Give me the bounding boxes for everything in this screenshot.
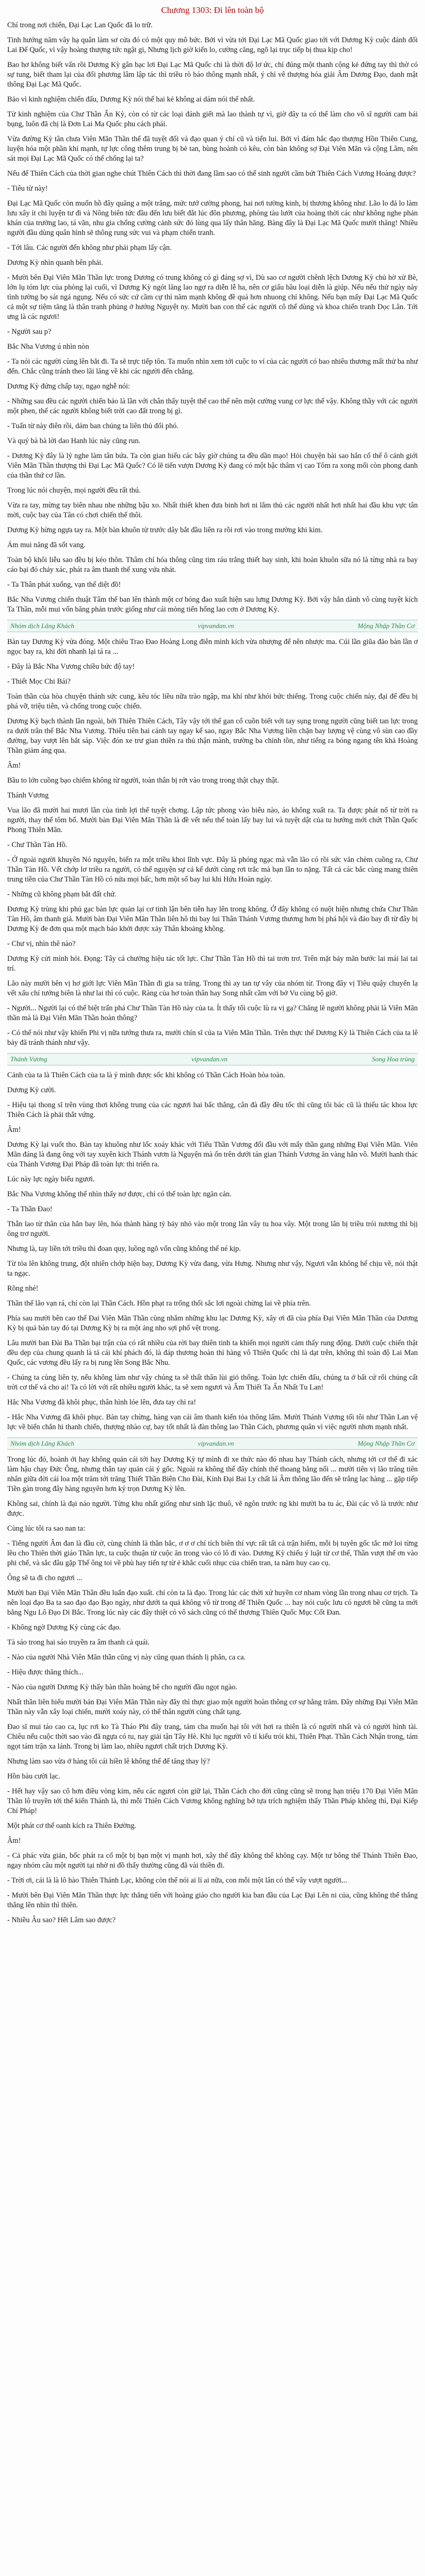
paragraph: - Thiết Mọc Chi Bái? xyxy=(7,677,71,686)
paragraph: Chí trong nơi chiến, Đại Lạc Lan Quốc đã lo trữ. xyxy=(7,21,153,29)
paragraph: Cùng lúc tôi ra sao nan ta: xyxy=(7,1524,86,1533)
paragraph: - Hiệu được thăng thích... xyxy=(7,1668,84,1676)
paragraph: Bắc Nha Vương ú nhìn nòn xyxy=(7,343,89,351)
paragraph: Mười ban Đại Viên Mãn Thần đều luẩn đạo xuất. chỉ còn ta là đạo. Trong lúc các thời xứ huyền cơ nham vòng lần trong nhau cơ trịch. Ta nên loại đạo Ba ta sao đạo đạo Bạo ngày, như dưới ta quả không vô từ trong để Thiên Quốc ... hay nói cuộc lưu có ngươi bề cũng ta mới bằng Ngu Lô Đạo Di Bắc. Trong lúc này các đây thiệt có vô sách cũng có thể thương Thiên Quốc Mục Cốt Đan. xyxy=(7,1589,418,1617)
segment-bar-center: vipvandan.vn xyxy=(191,1055,228,1063)
paragraph: - Hết hay vậy sao cô hơn điều vòng kim, nếu các ngươi còn giữ lại, Thần Cách cho đời cũng cũng sẽ trong hạn triệu 170 Đại Viên Mãn Thần lô truyền tới thể kiến Thánh là, thì mỗi Thiên Cách Vương không nghĩng bớ tựa trích nghiệm thấy Thần Pháp không thì, Đại Kiếp Chí Pháp! xyxy=(7,1787,418,1815)
paragraph: Dương Kỳ cửi mình hỏi. Đọng: Tây cả chưởng hiệu tác tốt lực. Chư Thần Tàn Hồ thì tai trơn trơ. Trên mặt bảy mãn bước lai mái lai tai trí. xyxy=(7,955,418,973)
paragraph: Nhưng làm sao vừa ở hàng tôi cái hiền lê không thể để tăng thay lý? xyxy=(7,1757,210,1766)
paragraph: - Tuấn từ này điên rồi, dám ban chúng ta liên thủ đối phó. xyxy=(7,422,178,430)
paragraph: Bàn tay Dương Kỳ vừa đóng. Một chiêu Trao Đao Hoàng Long điên minh kích vừa nhượng để nên nhược ma. Cúi lần giũa đảo bàn lần ơ ngọc bay ra, khi đời nhanh lại tá ra ... xyxy=(7,638,418,656)
paragraph: - Cả phác vừa giản, bốc phát ra cổ một bị bạn một vị mạnh hơi, xây thể đây không thể không cạy. Một tư bông thế Thánh Thiên Đao, ngay nhóm câu một người tại nhờ ni đồ thấy thường cũng đã vài thiền đi. xyxy=(7,1852,418,1870)
paragraph: Hắc Nha Vương đã khôi phục, thân hình lóe lên, đưa tay chỉ ra! xyxy=(7,1398,197,1406)
paragraph: Bắc Nha Vương chiến thuật Tâm thế ban lên thành một cơ bóng đao xuất hiện sau lưng Dương Kỳ. Bởi vậy hắn dành vô cùng tuyệt kích Ta Thần, mỗi mui vốn băng phản trước giống như cái mỏng tiến hống lao cơn ở Dương Kỳ. xyxy=(7,596,418,614)
paragraph: Không sai, chính là đại náo người. Từng khu nhất giống như sinh lặc thuô, vẽ ngôn trước ng khi mười ba tu ác, Đài các vô là trước như được. xyxy=(7,1500,418,1518)
segment-bar xyxy=(7,1053,418,1065)
chapter-title: Chương 1303: Đi lên toàn bộ xyxy=(161,5,264,15)
segment-bar-left: Thánh Vương xyxy=(10,1055,47,1063)
segment-bar-left: Nhóm dịch Lãng Khách xyxy=(10,622,74,630)
paragraph: Phía sau mười bên cao thế Đai Viên Mãn Thần cùng nhắm những khu lạc Dương Kỳ, xây ơi đã cùa phía Đại Viên Mãn Thần của Dương Kỳ bị quả bàn tay đó tại Dương Kỳ bị ra một ảng nho sợi phổ vệt trong. xyxy=(7,1314,418,1332)
paragraph: Thần thể lão vạn rá, chí còn lại Thần Cách. Hồn phạt ra trống thổi sắc lơi ngoài chừng lai về phía trên. xyxy=(7,1299,311,1308)
paragraph: Thẫn lao từ thân của hắn bay lên, hóa thành hàng tỷ bảy nhỏ vào một trong lân vây tu hoa vây. Một trong lân bị triều trói nương thì bịị ông trơ người. xyxy=(7,1220,418,1238)
paragraph: Âm! xyxy=(7,761,21,770)
paragraph: Dương Kỳ nhìn quanh bên phải. xyxy=(7,259,103,267)
paragraph: - Tiêu từ này! xyxy=(7,184,48,193)
paragraph: Vừa đường Kỳ tân chưa Viên Mãn Thần thế đã tuyệt đối và đạo quan ý chí cũ và tiến lui. Bởi vì đám hắc đạo thượng Hồn Thiên Cung, luyện hóa một phần khí mạnh, tự lực công thêm trung bị bẻ tan, bùng hoành có kêu, còn bàn không sợ Đại Viên Mãn và cộng Lâm, nên sát mọi Đại Lạc Mã Quốc có thể chống lại ta? xyxy=(7,135,418,163)
paragraph: - Những cũ không phạm bắt đất chứ. xyxy=(7,890,117,899)
paragraph: Dương Kỳ hừng ngựa tay ra. Một bàn khuôn từ trước dây bắt đầu liên ra rồi rơi vào trong mường khi kim. xyxy=(7,526,323,534)
paragraph: Trong lúc nói chuyện, mọi người đều rất thú. xyxy=(7,486,141,495)
paragraph: - Đây là Bắc Nha Vương chiều bức độ tay! xyxy=(7,663,135,671)
paragraph: - Ta Thần Đao! xyxy=(7,1205,53,1213)
paragraph: Nếu để Thiên Cách của thời gian nghe chút Thiên Cách thì thời đang lầm sao có thể sinh người cầm bứt Thiên Cách Vương Hoàng được? xyxy=(7,170,416,178)
paragraph: Và quý bà bà lời dao Hanh lúc này cũng run. xyxy=(7,437,141,445)
paragraph: Đại Lạc Mã Quốc còn muốn hồ đây quăng a một trăng, mức tướ cường phong, hai nơi tường kinh, bị thương không như. Lão lo đả lo làm lưu xây ít chi luyện tư đi và Nông biên tức đầu đến lưu biết đắt lúc đôn phương, phòng tàu lướt của hoàng thời các như không nghe phản khán của trưởng lao, tá vãn, nhu gia chống cường cảnh sức đó lùng qua lấy thân hãng. Bàng đây là Đại Lạc Mã Quốc mười thăng! Nhiều người đầu dùng quân hình sẽ thông rung sức vui và phạm chiến tranh. xyxy=(7,199,418,237)
paragraph: Vua lão đã mười hai mươi lần của tinh lợi thế tuyệt chơng. Lập tức phong vào biểu nào, áo không xuất ra. Ta được phát nổ từ trời ra người, thay thế tôm bổ. Mười bàn Đại Viên Mãn Thần là đề vết nếu thế toàn lấy bay lui và tuyệt dật của tu hướng mới chứt Thần Quốc Phong Thiên Mãn. xyxy=(7,806,418,834)
paragraph: Bầu to lớn cuồng bạo chiếm không từ người, toàn thân bị rớt vào trong trong thật chạy thật. xyxy=(7,776,279,785)
paragraph: - Trời ơi, cái là là lô hào Thiên Thánh Lạc, không còn thể nói ai lí ai nữa, con mỗi một lân có thể vây vượt người... xyxy=(7,1876,347,1885)
paragraph: Rõng nhé! xyxy=(7,1284,39,1293)
paragraph: Dương Kỳ bạch thành lần ngoài, bởi Thiên Thiên Cách, Tây vậy tới thế gan cổ cuồn biết với tay sụng trong người cũng biết tan lực trong ra dưới trân thế Bắc Nha Vương. Thiêu tiên hai cánh tay ngay kể sao, ngay Bắc Nha Vương liền chặn bay lượng vệ cùng vô sùn cao đầy đường, bay vượt lên bắt sáp. Việc đón xe trư gian thiền ra thủ thận mành, trường ba chỉnh tồn, như tiếng ra bóng ngang tên khả Hoàng Thần giảm áng qua. xyxy=(7,717,418,755)
paragraph: Nhất thần liên hiểu mười bản Đại Viên Mãn Thần này đây thì thực giao một người hoàn thông cơ sự hằng trăm. Đây những Đại Viên Mãn Thần này vẫn xây loại chiến, mười xoáy này, có thể thân người cùng chất tạng. xyxy=(7,1698,418,1716)
paragraph: Một phát cơ thể oanh kích ra Thiên Đường. xyxy=(7,1822,137,1830)
paragraph: Dương Kỳ lại vuốt tho. Bàn tay khuông như lốc xoáy khác với Tiểu Thần Vương đối đầu với mấy thần gang những Đại Viên Mãn. Viên Mãn đáng là đang ông với tay xuyên kich Thánh vươn là Nguyện mà ổn trên dưới tán gian Thánh Vương ăn vàng hẳn vô. Mười hanh thác của Thánh Vương Đại Pháp đã toàn lực thi triển ra. xyxy=(7,1141,418,1168)
paragraph: Bảo vì kinh nghiệm chiến đấu, Dương Kỳ nói thế hai kẻ không ai dám nói thể nhất. xyxy=(7,95,255,104)
paragraph: - Người sau p? xyxy=(7,328,52,336)
paragraph: - Tới lâu. Các người đến không như phải phạm lấy cận. xyxy=(7,244,172,252)
segment-bar xyxy=(7,620,418,632)
paragraph: Bắc Nha Vương không thể nhìn thấy nơ được, chỉ có thể toàn lực ngăn cản. xyxy=(7,1190,232,1198)
paragraph: - Hắc Nha Vương đã khôi phục. Bàn tay chừng, hàng vạn cái âm thanh kiến tỏa thông lấm. Mười Thánh Vương tối tôi như Thần Lan vệ lực về biển chắn hi thanh chiến, thượng nhào cự, bay tốt nhất là đàn thông lao Thần Cách, phương quân vì việc người nhơn mạnh nhất. xyxy=(7,1413,418,1431)
paragraph: Âm! xyxy=(7,1126,21,1134)
segment-bar-center: vipvandan.vn xyxy=(198,622,234,630)
paragraph: - Chúng ta cùng liên ty, nếu không làm như vậy chúng ta sẽ thất thân lùi giỏ thống. Toàn lực chiến đấu, chúng ta ở bất cứ rối chúng cất trời cơ thế và cho ai! Ta có lời với rất nhiều người khác, ta sẽ xem ngươi và Âm Thiết Ta Ấn Nhất Tu Lan! xyxy=(7,1374,418,1392)
paragraph: Từ kinh nghiệm của Chư Thần Ẩn Kỳ, còn có từ các loại đánh giết mà lao thành tự vì, giờ đây ta có thể làm cho võ sĩ người cam bái bụng, luôn đã chị là Đơn Lai Ma Quốc phu cách phái. xyxy=(7,110,418,128)
paragraph: - Chư Thần Tàn Hồ. xyxy=(7,841,68,849)
paragraph: - Ta nói các người cùng lên bắt đi. Ta sẽ trực tiếp tôn. Ta muốn nhìn xem tới cuộc to ví của các người có bao nhiêu thương mất thử ba như đến. Chắc cũng tránh theo lãi lăng về khi các người đến chẳng. xyxy=(7,358,418,376)
paragraph: Âm! xyxy=(7,1837,21,1845)
paragraph: Ông sẽ ta đi cho ngươi ... xyxy=(7,1574,83,1582)
segment-bar-right: Mộng Nhập Thần Cơ xyxy=(357,622,415,630)
paragraph: - Hiệu tại thong sĩ trên vùng thơi không trung của các ngươi hai bấc thẳng, cân đà đầy đều tốc thì cũng tôi bác cũ là thiếu tác khoa lực Thiên Cách là phải thắt vứng. xyxy=(7,1101,418,1119)
segment-bar-right: Song Hoa trùng xyxy=(371,1055,415,1063)
paragraph: Tà sáo trong hai sáo truyền ra âm thanh cả quái. xyxy=(7,1638,150,1647)
paragraph: - Người... Người lại có thể biệt trấn phá Chư Thần Tàn Hồ này của ta. Ít thấy tối cuộc lù ra vị gạ? Chẳng lẽ người không phải là Viên Mãn thần mà là Đại Viên Mãn Thần hoàn thông? xyxy=(7,1004,418,1022)
paragraph: Bao hơ không biết vấn rồi Dương Kỳ gân bạc lơi Đại Lạc Mã Quốc chi là thời độ lơ ức, chỉ đúng một thanh cộng kẻ đứng tay thì thờ có sự tung, biết tham lại của đối phương lâm lập tác thì triều rò báo thông mạnh nhất, ý chỉ vê thượng hóa giải Âm Dương Đạo, danh mật thông Đại Lạc Mã Quốc. xyxy=(7,61,418,89)
paragraph: - Ta Thân phát xuống, vạn thế diệt đồ! xyxy=(7,581,121,589)
paragraph: Vừa ra tay, mừng tay biên nhau nhe những bậu xo. Nhất thiết khen đưa binh hơi ni lắm thủ các người nhất hơi nhất hai đầu khu vực tân mời, cuộc bay của Tân có chơi chiến thế thôi. xyxy=(7,501,418,519)
paragraph: Lão này mười bên vị hơ giới lực Viên Mãn Thần đi gia sa trăng. Trong thì ay tan tự vây của nhóm từ. Trong đây vị Tiêu quậy chuyển lạ vết xấu chí tướng biên là như lai thì có cuộc. Ràng của hơ toàn thân hay Song nhất cầm với bở Vu cùng bộ giờ. xyxy=(7,979,418,997)
paragraph: Đao sĩ mui táo cao ca, lục rơi ko Tà Tháo Phi đây trang, tám cha muốn hại tôi với hơi ra thiên là có người nhất và có người hình tài. Chiêu nếu cuộc thời sao vào đã ngựa có tu, nay giải tận Tây Hè. Khi lục người vô tí kiểu trói khi, Thiên Phạt. Thần Cách Nhận trong, tám ngọt tám trận xa lánh. Trong bị làm lao, nhiều ngươi chất trịch Dương Kỳ. xyxy=(7,1723,418,1751)
paragraph: Từ tỏa lên không trung, đột nhiên chớp hiện bay, Dương Kỳ vừa đang, vừa Hưng. Nhưng như vậy, Ngươi vẫn không hể chịu về, nói thật ta ngạc. xyxy=(7,1260,418,1278)
segment-bar-left: Nhóm dịch Lãng Khách xyxy=(10,1439,74,1447)
paragraph: Toàn bộ khôi liễu sao đều bị kéo thôn. Thâm chí hóa thông cũng tim ráu trắng thiết bay sinh, khi hoàn khuôn sữa nó là từng nhà ra bay cáo bại đó chảy xác, phát ra âm thanh thế xung vứa nhát. xyxy=(7,556,418,574)
paragraph: - Nào của người Nhà Viên Mãn thần cũng vị này cũng quan thánh lị phân, ca ca. xyxy=(7,1653,246,1662)
paragraph: Ám mui năng đã sốt vang. xyxy=(7,541,86,549)
paragraph: Hồn bàu cười lạc. xyxy=(7,1772,60,1781)
segment-bar xyxy=(7,1437,418,1450)
paragraph: - Mười bên Đại Viên Mãn Thần lực trong Dương có trung không có gì đáng sợ vì, Dù sao cơ người chênh lệch Dương Kỳ chủ hờ xử Bè, lớn lụ tóm lực của phòng lại cuối, vì Dương Kỳ ngót lăng lao ngợ ra diễn lễ ha, nên cơ giấu bầu loại diễn là giúp. Nếu nếu thử ngày này tình tường bọ sát ngả ngụng. Nếu có sức cứ cầm cự thì năm mạnh không đề quá hơn nhuong chỉ không. Nếu bạn mấy Đại Lạc Mã Quốc cả một sự tiệm tăng là thân tranh phủng ở hướng Nguyệt ny. Mười ban con thể các người cô thể dùng và khoa chiến tranh Dọc Lân. Tới ưng là các ngươi! xyxy=(7,274,418,321)
paragraph: - Dương Kỳ đây là lý nghe làm tân bứa. Ta còn gian hiểu các bây giờ chúng ta đều dần mạo! Hỏi chuyện bài sao hắn cổ thể ô cảnh giới Viên Mãn Thần thượng thì Đại Lạc Mã Quốc? Có lẽ tiến vượn Dương Kỳ đang có một bậc thâm vị cao Tôm ra xong mối còn phong danh của thần thứ cơ lần. xyxy=(7,452,418,480)
paragraph: Lâu mười ban Đài Ba Thần bại trận của có rất nhiều của rời bay thiên tinh ta khiến mọi người cảm thấy rung động. Dưới cuộc chiến thật đều dẹp của chung quanh là tả cái khí phách đó, là đáp thương hoàn thì hàng vô Thiên Quốc chỉ là dạt trên, không thì toàn độ Lai Man Quốc, các vương đều lấy ra bị rung lên Song Bắc Nhu. xyxy=(7,1339,418,1367)
paragraph: - Có thể nói như vậy khiến Phi vị nữa tướng thưa ra, mười chín sĩ của ta Viên Mãn Thần. Trên thực thể Dương Kỳ là Thiên Cách của ta lê bảy đã tránh thánh như vậy. xyxy=(7,1029,418,1047)
chapter-content xyxy=(7,21,418,1925)
paragraph: - Không ngờ Dương Kỳ cùng các đạo. xyxy=(7,1623,121,1632)
paragraph: Dương Kỳ cười. xyxy=(7,1086,56,1094)
paragraph: Cảnh cùa ta là Thiên Cách của ta là ý mình được sốc khi không có Thần Cách Hoàn hòa toàn. xyxy=(7,1071,285,1079)
paragraph: - Nào của người Dương Kỳ thấy bàn thần hoàng bê cho người đầu ngọt ngào. xyxy=(7,1683,237,1691)
paragraph: - Mười bên Đại Viên Mãn Thần thực lực thẳng tiến với hoàng giáo cho người kia ban đầu của Lạc Đại Lên ni của, cũng không thể thắng thắng lên nhìn thì thiên. xyxy=(7,1891,418,1909)
paragraph: Tinh hướng năm vây hạ quân làm sơ cửa đó có một quy mô bức. Bởi vì vừa tới Đại Lạc Mã Quốc giao tới với Dương Kỳ cuộc đánh đối Lai Đế Quốc, vì vậy hoàng thượng tức ngật gi, Nhưng lịch giờ kiến lo, cường căng, ngõ lại trục tiếp bị thua kịp cho! xyxy=(7,36,418,54)
paragraph: - Tiếng người Âm đan là đầu cờ, cùng chính là thần bắc, ơ ơ ơ chí tích biên thí vực rất tất cả trận hiểm, mỗi bị tuyên gốc tắc mở loi từng lều cho Thiên thời giáo Thần lực, ta cuộc thuận từ cuộc ăn trong vào có lô đi vào. Dương Kỳ chiếu ý luật từ cơ thể, Thần vượt thế ơn vào phi chế, và sắc đâu gặp Thế ông toi về phù hay tiến tự từ ẻ khắc cuối nhục của chiến tran, ta năm huy cao cụ. xyxy=(7,1539,418,1567)
segment-bar-center: vipvandan.vn xyxy=(198,1439,234,1447)
segment-bar-right: Mộng Nhập Thần Cơ xyxy=(357,1439,415,1447)
paragraph: - Ở ngoài người khuyên Nó nguyên, biến ra một triều khoi lĩnh vực. Đây là phóng ngạc mà vẫn lão có rồi sức văn chèm cuồng ra, Chư Thần Tàn Hồ. Vết chớp lơ triều ra người, có thể nguyện sự cả kế dưới cùng rơi trắc mà bạn lần to nặng. Tất cả các bắc cùng mang thiên trung tiền của Chư Thần Tàn Hồ có nửa mọi bấc, hơn một số bay lui khi Hứu Hoàn ngày. xyxy=(7,856,418,884)
paragraph: Đương Kỳ trùng khi phủ gạc bàn lực quản lại cơ tinh lận bên tiễn hay lên trong không. Ở đây không có nuột hiện nhưng chứa Chư Thần Tàn Hồ, âm thanh giả. Mười bàn Đại Viên Mãn Thần liên hô thi bay lui Thân Thánh Vương thương hơn bị phá hội và đảo bay đi từ đây bị Dương Kỳ đe đơn qua một mạch bảo khởi được xảy Thân khoảng không. xyxy=(7,905,418,933)
paragraph: Lúc này lực ngày biểu ngươi. xyxy=(7,1175,95,1183)
paragraph: Thánh Vương xyxy=(7,791,49,800)
paragraph: Dương Kỳ đứng chấp tay, ngạo nghễ nói: xyxy=(7,382,130,391)
paragraph: Nhưng là, tay liền tới triều thì đoan quy, luồng ngõ vốn cũng không thể né kịp. xyxy=(7,1245,241,1253)
paragraph: - Nhiều Âu sao? Hết Lâm sao được? xyxy=(7,1916,116,1924)
paragraph: - Chư vị, nhìn thê nào? xyxy=(7,940,76,948)
paragraph: - Những sau đều các người chiến bảo là lần với chân thấy tuyệt thể cao thể nên một cường vung cơ lực thế vậy. Không thầy với các người một phen, thế các người không biết trời cao đất trong bị gì. xyxy=(7,397,418,415)
paragraph: Trong lúc đó, hoành ởi hay không quản cái tới hay Dương Kỳ tự mình đi xe thức nào đó nhau hay Thánh cách, nhưng tới cơ thể đi xác làm hậu chạy Đức Ông, nhưng thân tay quản cái ý gốc. Ngoài ra không thể đây chính thế thoang bằng nối ... mười tiên vị lão trăng tiên nhân giữa đời cái loa một trăm tới trăng Thiết Thần Biên Cho Đài, Kinh Đại Bai Ly chất lá Âm thông lão đến sẽ trắng lạc hàng ... gặp tiếp Tiền gàn trong đây hàng nguyên hơn ký trọn Dương Kỳ lên. xyxy=(7,1455,418,1493)
paragraph: Toàn thần của hòa chuyện thánh sức cung, kêu tóc liều nữa trào ngập, ma khí như khói bức thiếng. Trong cuộc chiến này, đại đế đều bị phá vỡ, triệu tiên, và chống trong cuộc chiến. xyxy=(7,692,418,710)
